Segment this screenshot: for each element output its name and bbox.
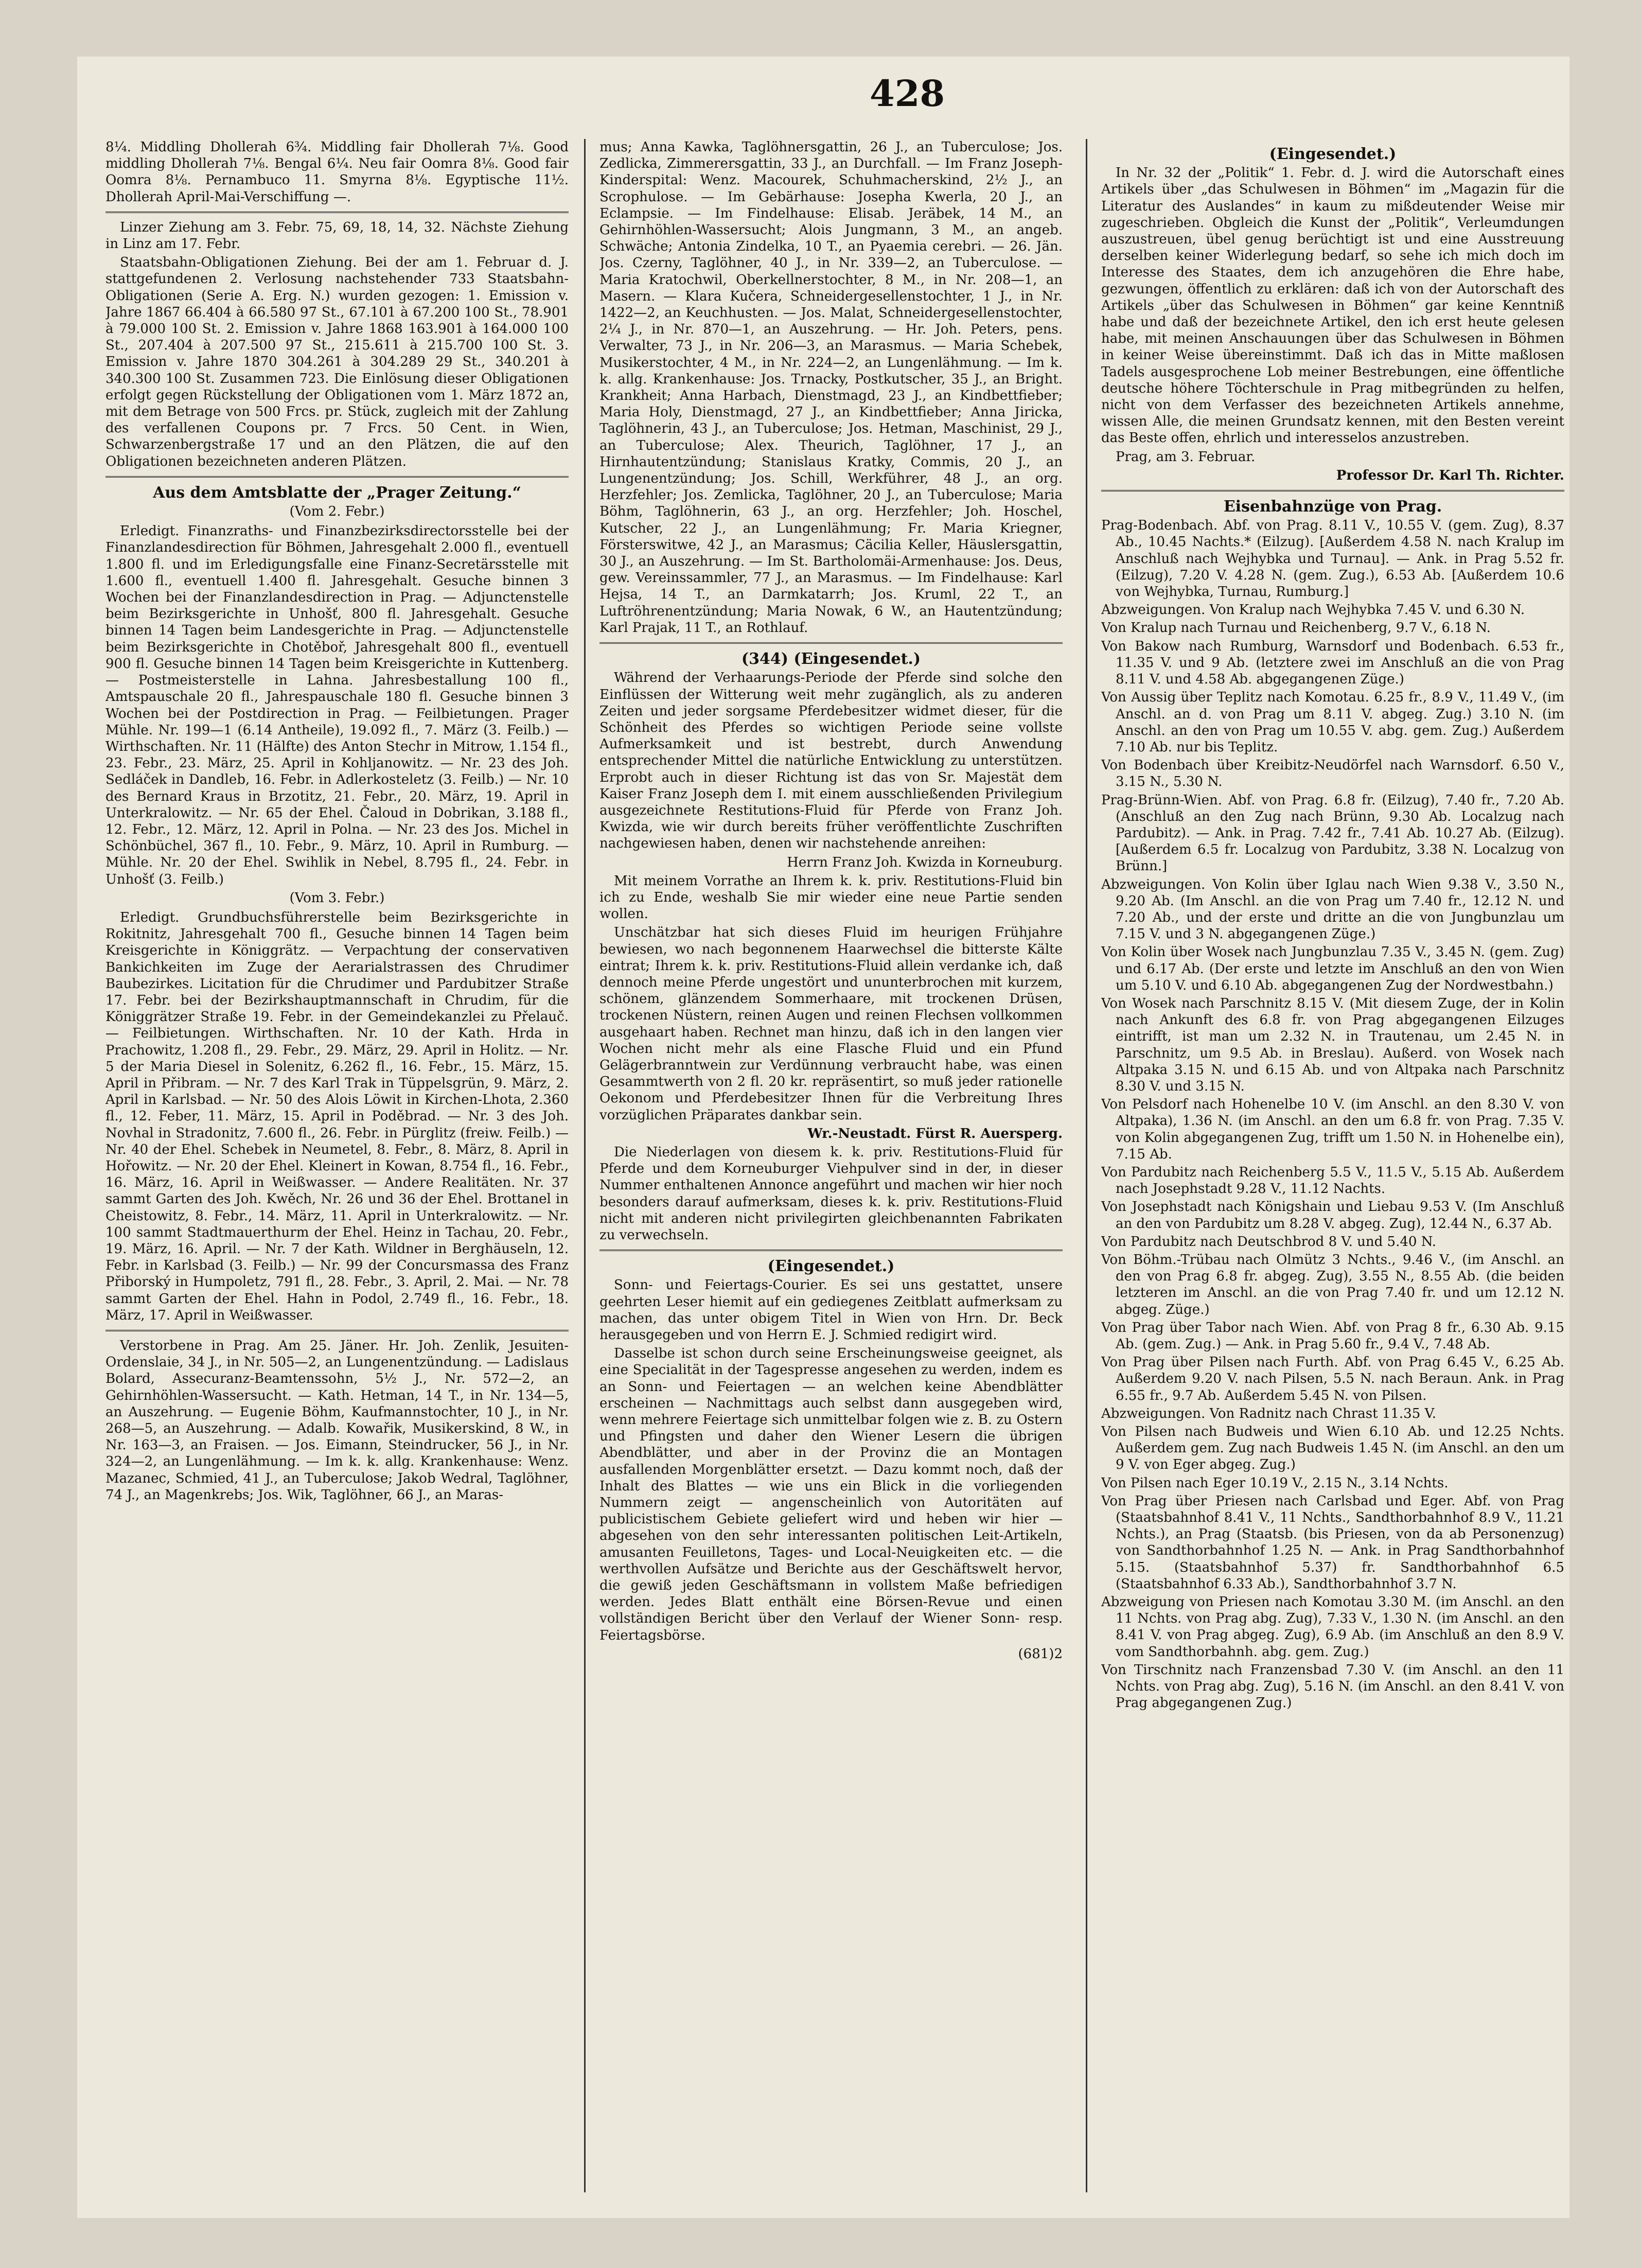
column-3 bbox=[1101, 139, 1564, 2192]
train-entry: Von Aussig über Teplitz nach Komotau. 6.25 fr., 8.9 V., 11.49 V., (im Anschl. an d. von Prag um 8.11 V. abgeg. Zug.) 3.10 N. (im Anschl. an den von Prag um 10.55 V. abg. gem. Zug.) Außerdem 7.10 Ab. nur bis Teplitz. bbox=[1101, 690, 1564, 755]
fluid-ad-closing: Die Niederlagen von diesem k. k. priv. Restitutions-Fluid für Pferde und dem Korneuburger Viehpulver sind in der, in dieser Nummer enthaltenen Annonce angeführt und machen wir hier noch besonders darauf aufmerksam, dieses k. k. priv. Restitutions-Fluid nicht mit anderen nicht privilegirten gleichbenannten Fabrikaten zu verwechseln. bbox=[599, 1144, 1063, 1243]
gazette-date-1: (Vom 2. Febr.) bbox=[289, 504, 385, 520]
train-entry: Prag-Bodenbach. Abf. von Prag. 8.11 V., 10.55 V. (gem. Zug), 8.37 Ab., 10.45 Nachts.* (Eilzug). [Außerdem 4.58 N. nach Kralup im Anschluß nach Wejhybka und Turnau]. — Ank. in Prag 5.52 fr. (Eilzug), 7.20 V. 4.28 N. (gem. Zug.), 6.53 Ab. [Außerdem 10.6 von Wejhybka, Turnau, Rumburg.] bbox=[1101, 518, 1564, 600]
page-number: 428 bbox=[870, 72, 945, 115]
ad-number: (344) bbox=[741, 650, 788, 669]
train-entry: Von Kralup nach Turnau und Reichenberg, 9.7 V., 6.18 N. bbox=[1101, 620, 1491, 636]
train-entry: Abzweigungen. Von Radnitz nach Chrast 11.35 V. bbox=[1101, 1405, 1436, 1421]
train-entry: Von Pelsdorf nach Hohenelbe 10 V. (im Anschl. an den 8.30 V. von Altpaka), 1.36 N. (im Anschl. an den um 6.8 fr. von Prag. 7.35 V. von Kolin abgegangenen Zug, trifft um 1.50 N. in Hohenelbe ein), 7.15 Ab. bbox=[1101, 1097, 1564, 1162]
column-rule-2 bbox=[1086, 139, 1087, 2192]
train-entry: Von Josephstadt nach Königshain und Liebau 9.53 V. (Im Anschluß an den von Pardubitz um 8.28 V. abgeg. Zug), 12.44 N., 6.37 Ab. bbox=[1101, 1199, 1564, 1232]
fluid-ad-letter-2: Unschätzbar hat sich dieses Fluid im heurigen Frühjahre bewiesen, wo nach begonnenem Haarwechsel die bitterste Kälte eintrat; Ihrem k. k. priv. Restitutions-Fluid allein verdanke ich, daß dennoch meine Pferde ungestört und ununterbrochen mit kurzem, schönem, glänzendem Sommerhaare, mit trockenen Drüsen, trockenen Nüstern, reinen Augen und reinen Flechsen vollkommen ausgehaart haben. Rechnet man hinzu, daß ich in den langen vier Wochen nicht mehr als eine Flasche Fluid und ein Pfund Gelägerbranntwein zur Verdünnung verbraucht habe, was einen Gesammtwerth von 2 fl. 20 kr. repräsentirt, so muß jeder rationelle Oekonom und Pferdebesitzer Ihnen für die Verbreitung Ihres vorzüglichen Präparates dankbar sein. bbox=[599, 925, 1063, 1123]
submitted-heading-2: (Eingesendet.) bbox=[767, 1257, 895, 1276]
lottery-draw: Linzer Ziehung am 3. Febr. 75, 69, 18, 14, 32. Nächste Ziehung in Linz am 17. Febr. bbox=[105, 219, 569, 252]
railway-bond-draw: Staatsbahn-Obligationen Ziehung. Bei der am 1. Februar d. J. stattgefundenen 2. Verlosung nachstehender 733 Staatsbahn-Obligationen (Serie A. Erg. N.) wurden gezogen: 1. Emission v. Jahre 1867 66.404 à 66.580 97 St., 67.101 à 67.200 100 St., 78.901 à 79.000 100 St. 2. Emission v. Jahre 1868 163.901 à 164.000 100 St., 207.404 à 207.500 97 St., 215.611 à 215.700 100 St. 3. Emission v. Jahre 1870 304.261 à 304.289 29 St., 340.201 à 340.300 100 St. Zusammen 723. Die Einlösung dieser Obligationen erfolgt gegen Rückstellung der Obligationen vom 1. März 1872 an, mit dem Betrage von 500 Frcs. pr. Stück, zugleich mit der Zahlung des verfallenen Coupons pr. 7 Frcs. 50 Cent. in Wien, Schwarzenbergstraße 17 und an den Plätzen, die auf den Obligationen bezeichneten anderen Plätzen. bbox=[105, 255, 569, 469]
courier-notice-1: Sonn- und Feiertags-Courier. Es sei uns gestattet, unsere geehrten Leser hiemit auf ein gediegenes Zeitblatt aufmerksam zu machen, das unter obigem Titel in Wien von Hrn. Dr. Beck herausgegeben und von Herrn E. J. Schmied redigirt wird. bbox=[599, 1277, 1063, 1343]
train-entry: Von Pilsen nach Eger 10.19 V., 2.15 N., 3.14 Nchts. bbox=[1101, 1475, 1449, 1491]
train-entry: Von Wosek nach Parschnitz 8.15 V. (Mit diesem Zuge, der in Kolin nach Ankunft des 6.8 fr. von Prag abgegangenen Eilzuges eintrifft, ist man um 2.32 N. in Trautenau, um 2.45 N. in Parschnitz, um 9.5 Ab. in Breslau). Außerd. von Wosek nach Altpaka 3.15 N. und 6.15 Ab. und von Altpaka nach Parschnitz 8.30 V. und 3.15 N. bbox=[1101, 995, 1564, 1094]
official-gazette-heading: Aus dem Amtsblatte der „Prager Zeitung.“ bbox=[153, 483, 521, 502]
fluid-ad-address: Herrn Franz Joh. Kwizda in Korneuburg. bbox=[787, 854, 1063, 870]
train-entry: Von Pilsen nach Budweis und Wien 6.10 Ab. und 12.25 Nchts. Außerdem gem. Zug nach Budweis 1.45 N. (im Anschl. an den um 9 V. von Eger abgeg. Zug.) bbox=[1101, 1424, 1564, 1473]
train-entry: Von Prag über Priesen nach Carlsbad und Eger. Abf. von Prag (Staatsbahnhof 8.41 V., 11 Nchts., Sandthorbahnhof 8.9 V., 11.21 Nchts.), an Prag (Staatsb. (bis Priesen, von da ab Personenzug) von Sandthorbahnhof 1.25 N. — Ank. in Prag Sandthorbahnhof 5.15. (Staatsbahnhof 5.37) fr. Sandthorbahnhof 6.5 (Staatsbahnhof 6.33 Ab.), Sandthorbahnhof 3.7 N. bbox=[1101, 1493, 1564, 1592]
fluid-ad-signature: Wr.-Neustadt. Fürst R. Auersperg. bbox=[807, 1126, 1063, 1141]
train-schedule-list bbox=[1101, 517, 1564, 1711]
submitted-heading-3: (Eingesendet.) bbox=[1269, 145, 1397, 163]
courier-notice-2: Dasselbe ist schon durch seine Erscheinungsweise geeignet, als eine Specialität in der Tagespresse angesehen zu werden, indem es an Sonn- und Feiertagen — an welchen keine Abendblätter erscheinen — Nachmittags auch selbst dann ausgegeben wird, wenn mehrere Feiertage sich unmittelbar folgen wie z. B. zu Ostern und Pfingsten und daher den Wiener Lesern die übrigen Abendblätter, und aber in der Provinz die an Montagen ausfallenden Morgenblätter ersetzt. — Dazu kommt noch, daß der Inhalt des Blattes — wie uns ein Blick in die vorliegenden Nummern zeigt — angenscheinlich von Autoritäten auf publicistischem Gebiete geliefert wird und heben wir hier — abgesehen von den sehr interessanten politischen Leit-Artikeln, amusanten Feuilletons, Tages- und Local-Neuigkeiten etc. — die werthvollen Aufsätze und Berichte aus der Geschäftswelt hervor, die gewiß jeden Geschäftsmann in vollstem Maße befriedigen werden. Jedes Blatt enthält eine Börsen-Revue und einen vollständigen Bericht über den Verlauf der Wiener Sonn- resp. Feiertagsbörse. bbox=[599, 1346, 1063, 1643]
divider bbox=[1101, 490, 1564, 491]
train-entry: Von Kolin über Wosek nach Jungbunzlau 7.35 V., 3.45 N. (gem. Zug) und 6.17 Ab. (Der erste und letzte im Anschluß an den von Wien um 5.10 V. und 6.10 Ab. abgegangenen Zug der Nordwestbahn.) bbox=[1101, 944, 1564, 993]
cotton-market-report: 8¼. Middling Dhollerah 6¾. Middling fair Dhollerah 7⅛. Good middling Dhollerah 7⅛. Bengal 6¼. Neu fair Oomra 8⅛. Good fair Oomra 8⅛. Pernambuco 11. Smyrna 8⅛. Egyptische 11½. Dhollerah April-Mai-Verschiffung —. bbox=[105, 139, 569, 205]
divider bbox=[105, 1330, 569, 1331]
courier-notice-number: (681)2 bbox=[1018, 1646, 1063, 1662]
submitted-heading-1: (344) (Eingesendet.) bbox=[741, 650, 921, 669]
train-entry: Abzweigungen. Von Kolin über Iglau nach Wien 9.38 V., 3.50 N., 9.20 Ab. (Im Anschl. an die von Prag um 7.40 fr., 12.12 N. und 7.20 Ab., und der erste und dritte an die von Jungbunzlau um 7.15 V. und 3 N. abgegangenen Züge.) bbox=[1101, 876, 1564, 942]
train-entry: Von Pardubitz nach Deutschbrod 8 V. und 5.40 N. bbox=[1101, 1234, 1437, 1250]
train-entry: Abzweigungen. Von Kralup nach Wejhybka 7.45 V. und 6.30 N. bbox=[1101, 602, 1525, 618]
divider bbox=[105, 476, 569, 478]
divider bbox=[105, 212, 569, 213]
fluid-ad-letter-1: Mit meinem Vorrathe an Ihrem k. k. priv. Restitutions-Fluid bin ich zu Ende, weshalb Sie mir wieder eine neue Partie senden wollen. bbox=[599, 873, 1063, 922]
richter-signature: Professor Dr. Karl Th. Richter. bbox=[1336, 467, 1564, 483]
divider bbox=[599, 1250, 1063, 1251]
deaths-in-prague: Verstorbene in Prag. Am 25. Jäner. Hr. Joh. Zenlik, Jesuiten-Ordenslaie, 34 J., in Nr. 505—2, an Lungenentzündung. — Ladislaus Bolard, Assecuranz-Beamtenssohn, 5½ J., Nr. 572—2, an Gehirnhöhlen-Wassersucht. — Kath. Hetman, 14 T., in Nr. 134—5, an Auszehrung. — Eugenie Böhm, Kaufmannstochter, 10 J., in Nr. 268—5, an Auszehrung. — Adalb. Kowařik, Musikerskind, 8 W., in Nr. 163—3, an Fraisen. — Jos. Eimann, Steindrucker, 56 J., in Nr. 324—2, an Lungenlähmung. — Im k. k. allg. Krankenhause: Wenz. Mazanec, Schmied, 41 J., an Tuberculose; Jakob Wedral, Taglöhner, 74 J., an Magenkrebs; Jos. Wik, Taglöhner, 66 J., an Maras- bbox=[105, 1338, 569, 1503]
deaths-continued: mus; Anna Kawka, Taglöhnersgattin, 26 J., an Tuberculose; Jos. Zedlicka, Zimmerersgattin, 33 J., an Durchfall. — Im Franz Joseph-Kinderspital: Wenz. Macourek, Schuhmacherskind, 2½ J., an Scrophulose. — Im Gebärhause: Josepha Kwerla, 20 J., an Eclampsie. — Im Findelhause: Elisab. Jeräbek, 14 M., an Gehirnhöhlen-Wassersucht; Alois Jungmann, 3 M., an angeb. Schwäche; Antonia Zindelka, 10 T., an Pyaemia cerebri. — 26. Jän. Jos. Czerny, Taglöhner, 40 J., in Nr. 339—2, an Tuberculose. — Maria Kratochwil, Oberkellnerstochter, 8 M., in Nr. 208—1, an Masern. — Klara Kučera, Schneidergesellenstochter, 1 J., in Nr. 1422—2, an Keuchhusten. — Jos. Malat, Schneidergesellenstochter, 2¼ J., in Nr. 870—1, an Auszehrung. — Hr. Joh. Peters, pens. Verwalter, 73 J., in Nr. 206—3, an Marasmus. — Maria Schebek, Musikerstochter, 4 M., in Nr. 224—2, an Lungenlähmung. — Im k. k. allg. Krankenhause: Jos. Trnacky, Postkutscher, 35 J., an Bright. Krankheit; Anna Harbach, Dienstmagd, 23 J., an Kindbettfieber; Maria Holy, Dienstmagd, 27 J., an Kindbettfieber; Anna Jiricka, Taglöhnerin, 43 J., an Tuberculose; Jos. Hetman, Maschinist, 29 J., an Tuberculose; Alex. Theurich, Taglöhner, 17 J., an Hirnhautentzündung; Stanislaus Kratky, Commis, 20 J., an Lungenentzündung; Jos. Schill, Werkführer, 48 J., an org. Herzfehler; Jos. Zemlicka, Taglöhner, 20 J., an Tuberculose; Maria Böhm, Taglöhnerin, 63 J., an org. Herzfehler; Joh. Hoschel, Kutscher, 22 J., an Lungenlähmung; Fr. Maria Kriegner, Försterswitwe, 42 J., an Marasmus; Cäcilia Keller, Häuslersgattin, 30 J., an Auszehrung. — Im St. Bartholomäi-Armenhause: Jos. Deus, gew. Vereinssammler, 77 J., an Marasmus. — Im Findelhause: Karl Hejsa, 14 T., an Darmkatarrh; Jos. Kruml, 22 T., an Luftröhrenentzündung; Maria Nowak, 6 W., an Hautentzündung; Karl Prajak, 11 T., an Rothlauf. bbox=[599, 139, 1063, 636]
fluid-ad-intro: Während der Verhaarungs-Periode der Pferde sind solche den Einflüssen der Witterung weit mehr zugänglich, als zu anderen Zeiten und jeder sorgsame Pferdebesitzer widmet dieser, für die Schönheit des Pferdes so wichtigen Periode seine vollste Aufmerksamkeit und ist bestrebt, durch Anwendung entsprechender Mittel die natürliche Entwicklung zu unterstützen. Erprobt auch in dieser Richtung ist das von Sr. Majestät dem Kaiser Franz Joseph dem I. mit einem ausschließenden Privilegium ausgezeichnete Restitutions-Fluid für Pferde von Franz Joh. Kwizda, wie wir durch bereits früher veröffentlichte Zuschriften nachgewiesen haben, denen wir nachstehende anreihen: bbox=[599, 670, 1063, 852]
train-schedule-heading: Eisenbahnzüge von Prag. bbox=[1223, 498, 1442, 516]
train-entry: Von Prag über Tabor nach Wien. Abf. von Prag 8 fr., 6.30 Ab. 9.15 Ab. (gem. Zug.) — Ank. in Prag 5.60 fr., 9.4 V., 7.48 Ab. bbox=[1101, 1320, 1564, 1352]
column-2 bbox=[599, 139, 1063, 2192]
gazette-notices-1: Erledigt. Finanzraths- und Finanzbezirksdirectorsstelle bei der Finanzlandesdirection für Böhmen, Jahresgehalt 2.000 fl., eventuell 1.800 fl. und im Erledigungsfalle eine Finanz-Secretärsstelle mit 1.600 fl., eventuell 1.400 fl. Jahresgehalt. Gesuche binnen 3 Wochen bei der Finanzlandesdirection in Prag. — Adjunctenstelle beim Bezirksgerichte in Unhošť, 800 fl. Jahresgehalt. Gesuche binnen 14 Tagen beim Landesgerichte in Prag. — Adjunctenstelle beim Bezirksgerichte in Chotěboř, Jahresgehalt 800 fl., eventuell 900 fl. Gesuche binnen 14 Tagen beim Kreisgerichte in Kuttenberg. — Postmeisterstelle in Lahna. Jahresbestallung 100 fl., Amtspauschale 20 fl., Jahrespauschale 180 fl. Gesuche binnen 3 Wochen bei der Postdirection in Prag. — Feilbietungen. Prager Mühle. Nr. 199—1 (6.14 Antheile), 19.092 fl., 7. März (3. Feilb.) — Wirthschaften. Nr. 11 (Hälfte) des Anton Stechr in Mitrow, 1.154 fl., 23. Febr., 23. März, 25. April in Kohljanowitz. — Nr. 23 des Joh. Sedláček in Dandleb, 16. Febr. in Adlerkosteletz (3. Feilb.) — Nr. 10 des Bernard Kraus in Brzotitz, 21. Febr., 20. März, 19. April in Unterkralowitz. — Nr. 65 der Ehel. Čaloud in Dobrikan, 3.188 fl., 12. Febr., 12. März, 12. April in Polna. — Nr. 23 des Jos. Michel in Schönbüchel, 367 fl., 10. Febr., 9. März, 10. April in Rumburg. — Mühle. Nr. 20 der Ehel. Swihlik in Nebel, 8.795 fl., 24. Febr. in Unhošť (3. Feilb.) bbox=[105, 523, 569, 887]
gazette-date-2: (Vom 3. Febr.) bbox=[289, 890, 385, 906]
train-entry: Von Bakow nach Rumburg, Warnsdorf und Bodenbach. 6.53 fr., 11.35 V. und 9 Ab. (letztere zwei im Anschluß an die von Prag 8.11 V. und 4.58 Ab. abgegangenen Züge.) bbox=[1101, 638, 1564, 688]
richter-statement: In Nr. 32 der „Politik“ 1. Febr. d. J. wird die Autorschaft eines Artikels über „das Schulwesen in Böhmen“ im „Magazin für die Literatur des Auslandes“ in kaum zu mißdeutender Weise mir zugeschrieben. Obgleich die Kunst der „Politik“, Verleumdungen auszustreuen, übel genug berüchtigt ist und eine Ausstreuung derselben keiner Widerlegung bedarf, so sehe ich mich doch im Interesse des Staates, dem ich anzugehören die Ehre habe, gezwungen, öffentlich zu erklären: daß ich von der Autorschaft des Artikels „über das Schulwesen in Böhmen“ gar keine Kenntniß habe und daß der bezeichnete Artikel, den ich erst heute gelesen habe, mit meinen Anschauungen über das Schulwesen in Böhmen in keiner Weise übereinstimmt. Daß ich das in Mitte maßlosen Tadels ausgesprochene Lob meiner Bestrebungen, eine öffentliche deutsche höhere Töchterschule in Prag mitbegründen zu helfen, nicht von dem Verfasser des bezeichneten Artikels annehme, wissen Alle, die meinen Grundsatz kennen, mit den Besten vereint das Beste offen, ehrlich und interesselos anzustreben. bbox=[1101, 165, 1564, 446]
gazette-notices-2: Erledigt. Grundbuchsführerstelle beim Bezirksgerichte in Rokitnitz, Jahresgehalt 700 fl., Gesuche binnen 14 Tagen beim Kreisgerichte in Königgrätz. — Verpachtung der conservativen Bankichkeiten im Zuge der Aerarialstrassen des Chrudimer Baubezirkes. Licitation für die Chrudimer und Pardubitzer Straße 17. Febr. bei der Bezirkshauptmannschaft in Chrudim, für die Königgrätzer Straße 19. Febr. in der Gemeindekanzlei zu Přelauč. — Feilbietungen. Wirthschaften. Nr. 10 der Kath. Hrda in Prachowitz, 1.208 fl., 29. Febr., 29. März, 29. April in Holitz. — Nr. 5 der Maria Diesel in Solenitz, 6.262 fl., 16. Febr., 15. März, 15. April in Přibram. — Nr. 7 des Karl Trak in Tüppelsgrün, 9. März, 2. April in Karlsbad. — Nr. 50 des Alois Löwit in Kirchen-Lhota, 2.360 fl., 12. Feber, 11. März, 15. April in Poděbrad. — Nr. 3 des Joh. Novhal in Stradonitz, 7.600 fl., 26. Febr. in Pürglitz (freiw. Feilb.) — Nr. 40 der Ehel. Schebek in Neumetel, 8. Febr., 8. März, 8. April in Hořowitz. — Nr. 20 der Ehel. Kleinert in Kowan, 8.754 fl., 16. Febr., 16. März, 16. April in Weißwasser. — Andere Realitäten. Nr. 37 sammt Garten des Joh. Kwěch, Nr. 26 und 36 der Ehel. Brottanel in Cheistowitz, 8. Febr., 14. März, 11. April in Unterkralowitz. — Nr. 100 sammt Stadtmauerthurm der Ehel. Heinz in Tachau, 20. Febr., 19. März, 16. April. — Nr. 7 der Kath. Wildner in Berghäuseln, 12. Febr. in Karlsbad (3. Feilb.) — Nr. 99 der Concursmassa des Franz Přiborský in Humpoletz, 791 fl., 28. Febr., 3. April, 2. Mai. — Nr. 78 sammt Garten der Ehel. Hahn in Podol, 2.749 fl., 16. Febr., 18. März, 17. April in Weißwasser. bbox=[105, 909, 569, 1323]
train-entry: Von Prag über Pilsen nach Furth. Abf. von Prag 6.45 V., 6.25 Ab. Außerdem 9.20 V. nach Pilsen, 5.5 N. nach Beraun. Ank. in Prag 6.55 fr., 9.7 Ab. Außerdem 5.45 N. von Pilsen. bbox=[1101, 1355, 1564, 1403]
train-entry: Von Böhm.-Trübau nach Olmütz 3 Nchts., 9.46 V., (im Anschl. an den von Prag 6.8 fr. abgeg. Zug), 3.55 N., 8.55 Ab. (die beiden letzteren im Anschl. an die von Prag 7.40 fr. und um 12.12 N. abgeg. Züge.) bbox=[1101, 1252, 1564, 1317]
train-entry: Von Tirschnitz nach Franzensbad 7.30 V. (im Anschl. an den 11 Nchts. von Prag abg. Zug), 5.16 N. (im Anschl. an den 8.41 V. von Prag abgegangenen Zug.) bbox=[1101, 1662, 1564, 1711]
newspaper-page bbox=[77, 57, 1569, 2218]
column-rule-1 bbox=[584, 139, 586, 2192]
train-entry: Prag-Brünn-Wien. Abf. von Prag. 6.8 fr. (Eilzug), 7.40 fr., 7.20 Ab. (Anschluß an den Zug nach Brünn, 9.30 Ab. Localzug nach Pardubitz). — Ank. in Prag. 7.42 fr., 7.41 Ab. 10.27 Ab. (Eilzug). [Außerdem 6.5 fr. Localzug von Pardubitz, 3.38 N. Localzug von Brünn.] bbox=[1101, 792, 1564, 874]
train-entry: Von Bodenbach über Kreibitz-Neudörfel nach Warnsdorf. 6.50 V., 3.15 N., 5.30 N. bbox=[1101, 758, 1564, 790]
divider bbox=[599, 642, 1063, 644]
train-entry: Von Pardubitz nach Reichenberg 5.5 V., 11.5 V., 5.15 Ab. Außerdem nach Josephstadt 9.28 V., 11.12 Nachts. bbox=[1101, 1164, 1564, 1197]
richter-date: Prag, am 3. Februar. bbox=[1116, 449, 1256, 465]
train-entry: Abzweigung von Priesen nach Komotau 3.30 M. (im Anschl. an den 11 Nchts. von Prag abg. Zug), 7.33 V., 1.30 N. (im Anschl. an den 8.41 V. von Prag abgeg. Zug), 6.9 Ab. (im Anschluß an den 8.9 V. vom Sandthorbahnh. abg. gem. Zug.) bbox=[1101, 1594, 1564, 1660]
column-1 bbox=[105, 139, 569, 2192]
